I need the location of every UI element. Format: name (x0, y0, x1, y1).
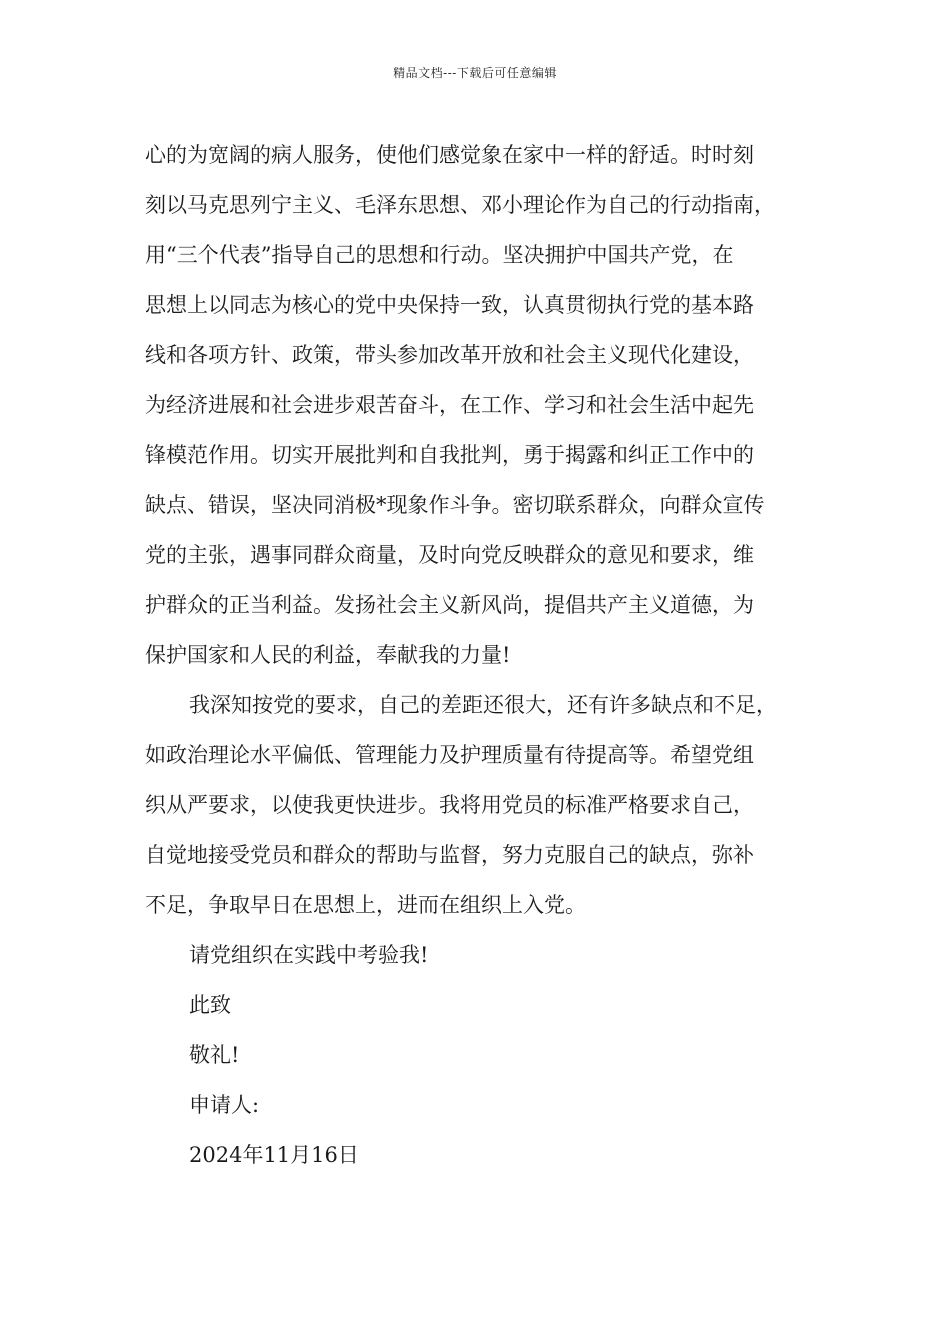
body-line: 我深知按党的要求，自己的差距还很大，还有许多缺点和不足， (189, 693, 777, 717)
respect-line: 敬礼! (189, 1043, 240, 1067)
body-line: 思想上以同志为核心的党中央保持一致，认真贯彻执行党的基本路 (145, 293, 754, 317)
body-line: 保护国家和人民的利益，奉献我的力量! (145, 643, 511, 667)
body-line: 为经济进展和社会进步艰苦奋斗，在工作、学习和社会生活中起先 (145, 393, 754, 417)
body-line: 自觉地接受党员和群众的帮助与监督，努力克服自己的缺点，弥补 (145, 843, 754, 867)
body-line: 不足，争取早日在思想上，进而在组织上入党。 (145, 893, 586, 917)
body-line: 刻以马克思列宁主义、毛泽东思想、邓小理论作为自己的行动指南， (145, 193, 775, 217)
body-line: 党的主张，遇事同群众商量，及时向党反映群众的意见和要求，维 (145, 543, 754, 567)
body-line: 织从严要求，以使我更快进步。我将用党员的标准严格要求自己， (145, 793, 754, 817)
date-line: 2024年11月16日 (189, 1143, 359, 1167)
body-line: 锋模范作用。切实开展批判和自我批判，勇于揭露和纠正工作中的 (145, 443, 754, 467)
body-line: 如政治理论水平偏低、管理能力及护理质量有待提高等。希望党组 (145, 743, 754, 767)
page-header: 精品文档---下载后可任意编辑 (393, 66, 557, 80)
body-line: 缺点、错误，坚决同消极*现象作斗争。密切联系群众，向群众宣传 (145, 493, 765, 517)
body-line: 护群众的正当利益。发扬社会主义新风尚，提倡共产主义道德，为 (145, 593, 754, 617)
body-line: 线和各项方针、政策，带头参加改革开放和社会主义现代化建设， (145, 343, 754, 367)
applicant-line: 申请人: (189, 1093, 260, 1117)
document-body (145, 130, 835, 1180)
request-line: 请党组织在实践中考验我! (189, 943, 429, 967)
body-line: 用“三个代表”指导自己的思想和行动。坚决拥护中国共产党，在 (145, 243, 734, 267)
body-line: 心的为宽阔的病人服务，使他们感觉象在家中一样的舒适。时时刻 (145, 143, 754, 167)
salutation-line: 此致 (189, 993, 231, 1017)
